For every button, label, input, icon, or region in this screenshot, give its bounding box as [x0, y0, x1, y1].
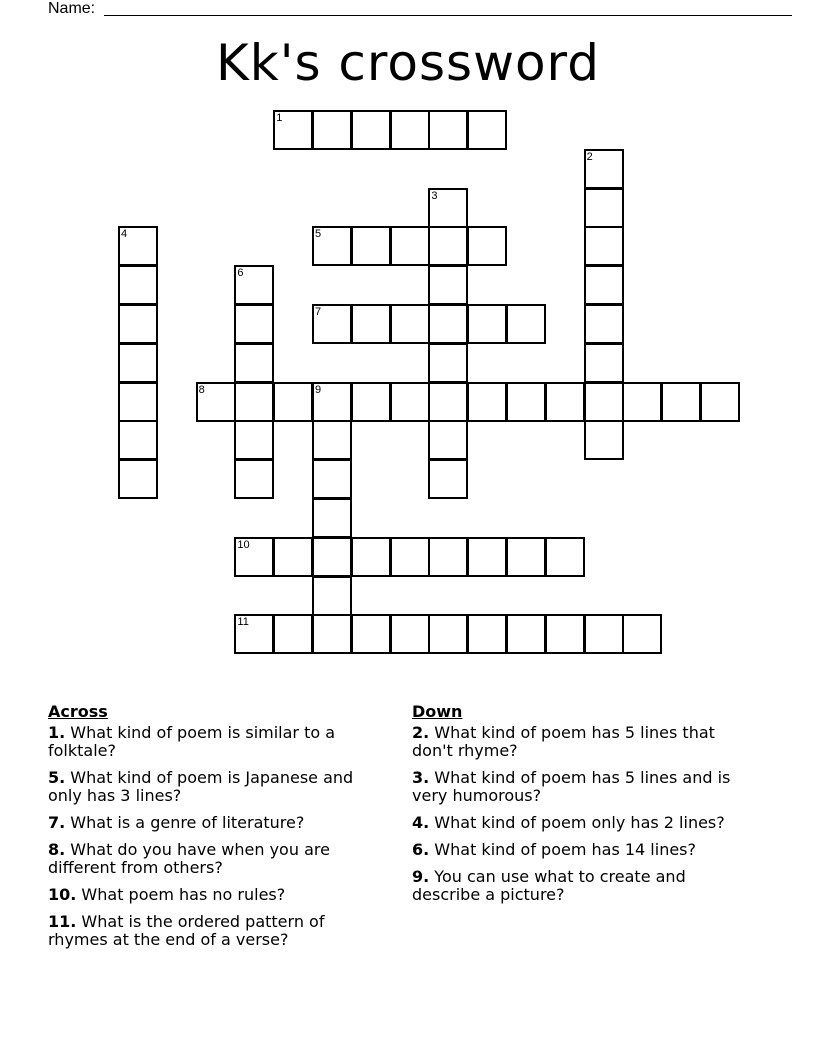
grid-cell[interactable]	[351, 226, 391, 266]
clue-number: 6.	[412, 840, 430, 859]
clue-across	[48, 886, 388, 904]
grid-cell[interactable]	[234, 614, 274, 654]
grid-cell[interactable]	[273, 110, 313, 150]
clue-number: 1.	[48, 723, 66, 742]
grid-cell[interactable]	[118, 304, 158, 344]
grid-cell[interactable]	[545, 382, 585, 422]
across-clues	[48, 703, 388, 958]
grid-cell[interactable]	[700, 382, 740, 422]
grid-cell[interactable]	[312, 537, 352, 577]
grid-cell[interactable]	[467, 110, 507, 150]
grid-cell[interactable]	[506, 304, 546, 344]
grid-cell[interactable]	[118, 420, 158, 460]
grid-cell[interactable]	[234, 343, 274, 383]
grid-cell[interactable]	[351, 304, 391, 344]
grid-cell[interactable]	[312, 226, 352, 266]
clue-text: What kind of poem is similar to a folktale?	[48, 723, 336, 760]
grid-cell[interactable]	[390, 304, 430, 344]
grid-cell[interactable]	[312, 614, 352, 654]
grid-cell[interactable]	[428, 537, 468, 577]
grid-cell[interactable]	[661, 382, 701, 422]
grid-cell[interactable]	[428, 614, 468, 654]
grid-cell[interactable]	[584, 188, 624, 228]
clue-down	[412, 769, 752, 805]
grid-cell[interactable]	[506, 537, 546, 577]
grid-cell[interactable]	[234, 537, 274, 577]
clue-down	[412, 814, 752, 832]
grid-cell[interactable]	[118, 459, 158, 499]
grid-cell[interactable]	[428, 188, 468, 228]
clue-text: What kind of poem has 14 lines?	[429, 840, 697, 859]
cell-number: 4	[121, 228, 128, 241]
grid-cell[interactable]	[622, 382, 662, 422]
cell-number: 8	[198, 383, 205, 396]
grid-cell[interactable]	[351, 110, 391, 150]
clue-text: What is a genre of literature?	[65, 813, 305, 832]
grid-cell[interactable]	[622, 614, 662, 654]
grid-cell[interactable]	[351, 614, 391, 654]
grid-cell[interactable]	[118, 265, 158, 305]
grid-cell[interactable]	[196, 382, 236, 422]
clue-number: 9.	[412, 867, 430, 886]
clue-number: 4.	[412, 813, 430, 832]
grid-cell[interactable]	[428, 420, 468, 460]
grid-cell[interactable]	[467, 614, 507, 654]
grid-cell[interactable]	[584, 343, 624, 383]
grid-cell[interactable]	[584, 304, 624, 344]
grid-cell[interactable]	[545, 614, 585, 654]
grid-cell[interactable]	[351, 537, 391, 577]
grid-cell[interactable]	[312, 420, 352, 460]
cell-number: 7	[315, 306, 322, 318]
grid-cell[interactable]	[467, 537, 507, 577]
clue-across	[48, 814, 388, 832]
grid-cell[interactable]	[312, 576, 352, 616]
clue-across	[48, 724, 388, 760]
grid-cell[interactable]	[273, 382, 313, 422]
grid-cell[interactable]	[506, 614, 546, 654]
grid-cell[interactable]	[545, 537, 585, 577]
cell-number: 5	[315, 228, 322, 241]
grid-cell[interactable]	[428, 343, 468, 383]
grid-cell[interactable]	[390, 537, 430, 577]
grid-cell[interactable]	[428, 226, 468, 266]
clue-down	[412, 724, 752, 760]
grid-cell[interactable]	[467, 382, 507, 422]
across-heading: Across	[48, 702, 108, 721]
clue-text: What kind of poem only has 2 lines?	[429, 813, 725, 832]
grid-cell[interactable]	[312, 382, 352, 422]
grid-cell[interactable]	[118, 382, 158, 422]
grid-cell[interactable]	[428, 110, 468, 150]
clue-across	[48, 913, 388, 949]
grid-cell[interactable]	[351, 382, 391, 422]
cell-number: 9	[315, 383, 322, 396]
puzzle-title: Kk's crossword	[216, 34, 600, 92]
grid-cell[interactable]	[584, 265, 624, 305]
clue-number: 2.	[412, 723, 430, 742]
clue-text: What is the ordered pattern of rhymes at the end of a verse?	[48, 912, 325, 949]
grid-cell[interactable]	[312, 459, 352, 499]
grid-cell[interactable]	[506, 382, 546, 422]
grid-cell[interactable]	[390, 614, 430, 654]
clue-text: What kind of poem is Japanese and only has 3 lines?	[48, 768, 354, 805]
clue-number: 8.	[48, 840, 66, 859]
clue-number: 3.	[412, 768, 430, 787]
clue-text: What do you have when you are different from others?	[48, 840, 330, 877]
grid-cell[interactable]	[234, 420, 274, 460]
grid-cell[interactable]	[428, 304, 468, 344]
cell-number: 3	[431, 189, 438, 202]
clue-number: 5.	[48, 768, 66, 787]
grid-cell[interactable]	[584, 614, 624, 654]
grid-cell[interactable]	[118, 226, 158, 266]
clue-down	[412, 868, 752, 904]
grid-cell[interactable]	[584, 226, 624, 266]
grid-cell[interactable]	[390, 382, 430, 422]
clue-number: 7.	[48, 813, 66, 832]
clue-text: What poem has no rules?	[76, 885, 286, 904]
grid-cell[interactable]	[428, 459, 468, 499]
clue-across	[48, 769, 388, 805]
grid-cell[interactable]	[234, 459, 274, 499]
cell-number: 6	[237, 267, 244, 280]
grid-cell[interactable]	[428, 382, 468, 422]
grid-cell[interactable]	[234, 265, 274, 305]
grid-cell[interactable]	[312, 498, 352, 538]
clue-text: What kind of poem has 5 lines that don't rhyme?	[412, 723, 715, 760]
grid-cell[interactable]	[234, 382, 274, 422]
down-clues	[412, 703, 752, 913]
grid-cell[interactable]	[467, 226, 507, 266]
grid-cell[interactable]	[234, 304, 274, 344]
grid-cell[interactable]	[273, 614, 313, 654]
grid-cell[interactable]	[584, 382, 624, 422]
grid-cell[interactable]	[390, 226, 430, 266]
clue-across	[48, 841, 388, 877]
name-label: Name:	[48, 0, 96, 17]
clue-number: 10.	[48, 885, 77, 904]
grid-cell[interactable]	[118, 343, 158, 383]
grid-cell[interactable]	[584, 420, 624, 460]
grid-cell[interactable]	[390, 110, 430, 150]
clue-text: You can use what to create and describe a picture?	[412, 867, 686, 904]
clue-down	[412, 841, 752, 859]
cell-number: 10	[237, 538, 250, 551]
grid-cell[interactable]	[273, 537, 313, 577]
grid-cell[interactable]	[312, 110, 352, 150]
cell-number: 1	[276, 112, 283, 124]
cell-number: 11	[237, 616, 249, 629]
grid-cell[interactable]	[312, 304, 352, 344]
grid-cell[interactable]	[467, 304, 507, 344]
clue-text: What kind of poem has 5 lines and is very humorous?	[412, 768, 731, 805]
grid-cell[interactable]	[428, 265, 468, 305]
grid-cell[interactable]	[584, 149, 624, 189]
down-heading: Down	[412, 702, 463, 721]
clue-number: 11.	[48, 912, 77, 931]
cell-number: 2	[586, 150, 593, 163]
